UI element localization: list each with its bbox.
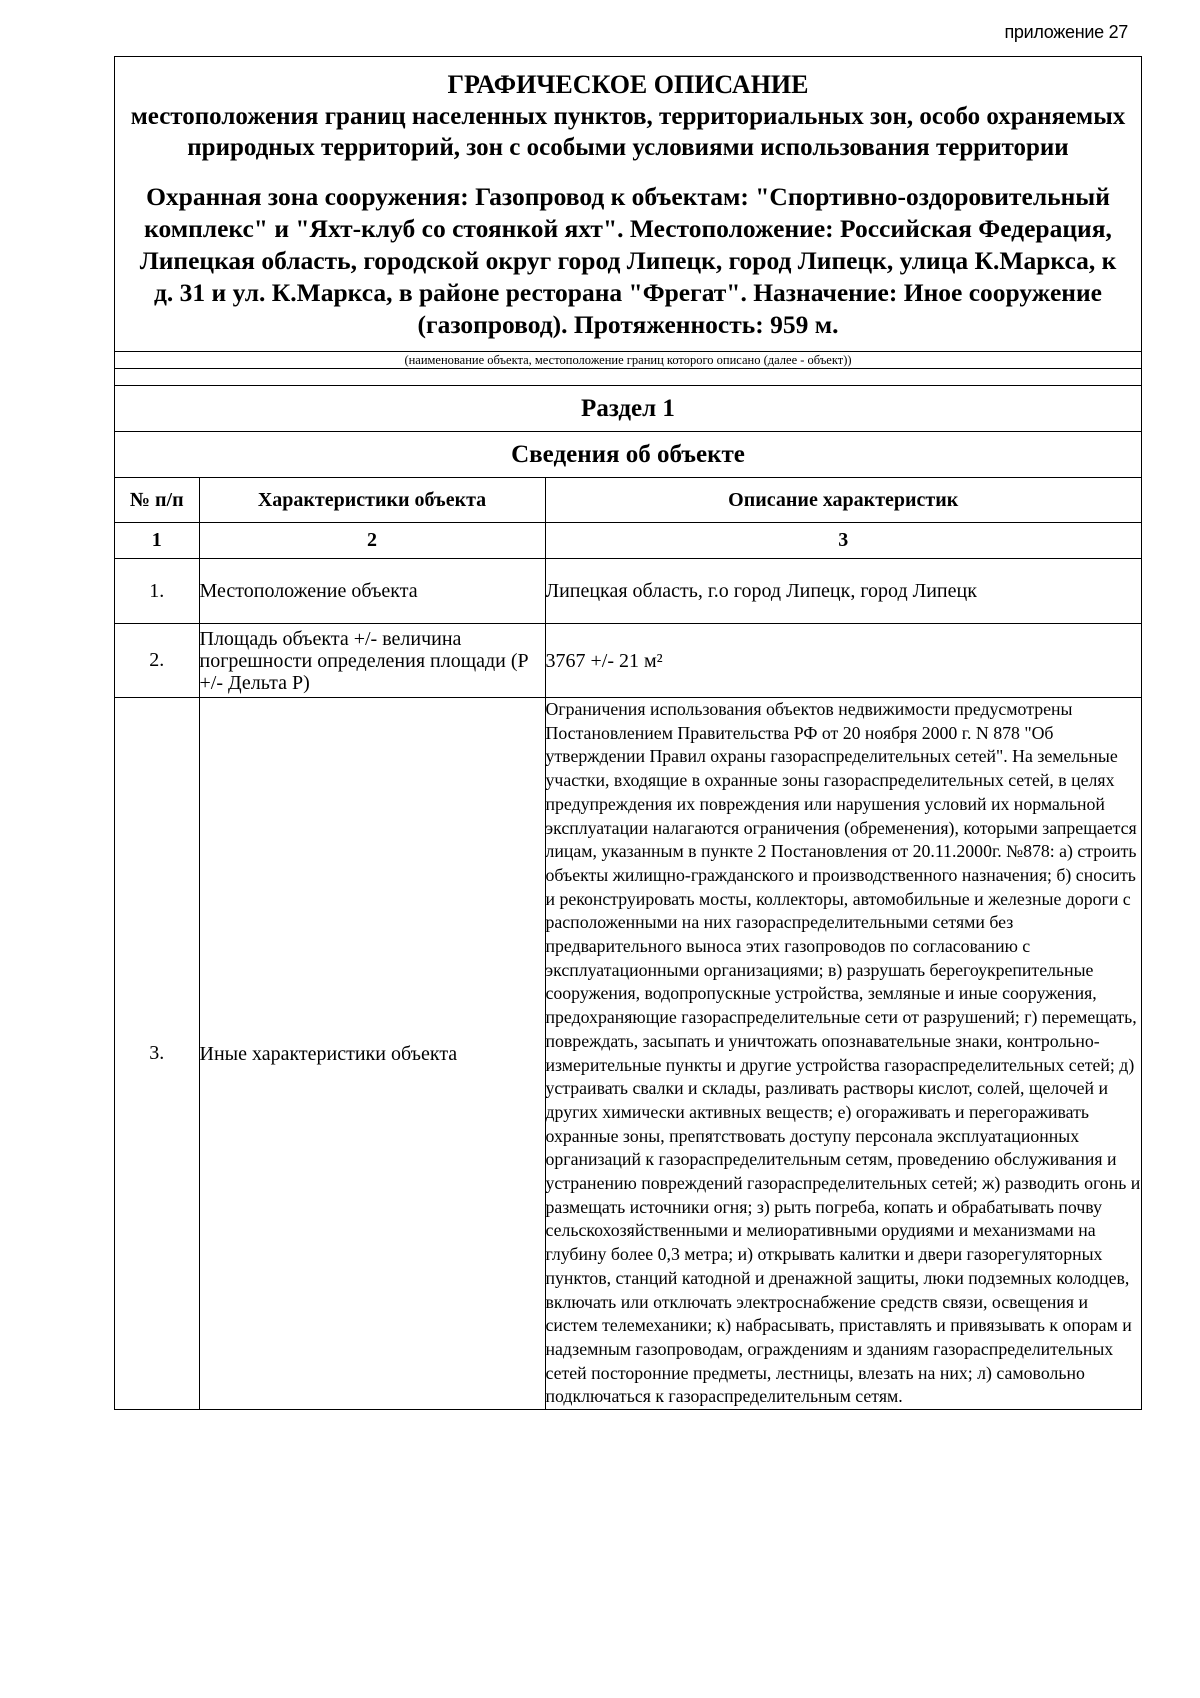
header-characteristic: Характеристики объекта <box>199 478 545 523</box>
section-title: Сведения об объекте <box>115 432 1141 478</box>
row-number: 3. <box>115 698 199 1410</box>
column-number: 1 <box>115 523 199 559</box>
section-number: Раздел 1 <box>115 386 1141 432</box>
row-characteristic: Иные характеристики объекта <box>199 698 545 1410</box>
appendix-label: приложение 27 <box>1004 22 1128 42</box>
header-block <box>115 57 1141 352</box>
table-header-row <box>115 478 1141 523</box>
object-caption: (наименование объекта, местоположение границ которого описано (далее - объект)) <box>115 352 1141 369</box>
header-number: № п/п <box>115 478 199 523</box>
row-description: Липецкая область, г.о город Липецк, город Липецк <box>545 559 1141 624</box>
column-number: 2 <box>199 523 545 559</box>
row-description: Ограничения использования объектов недвижимости предусмотрены Постановлением Правительства РФ от 20 ноября 2000 г. N 878 "Об утверждении Правил охраны газораспределительных сетей". На земельные участки, входящие в охранные зоны газораспределительных сетей, в целях предупреждения их повреждения или нарушения условий их нормальной эксплуатации налагаются ограничения (обременения), которыми запрещается лицам, указанным в пункте 2 Постановления от 20.11.2000г. №878: а) строить объекты жилищно-гражданского и производственного назначения; б) сносить и реконструировать мосты, коллекторы, автомобильные и железные дороги с расположенными на них газораспределительными сетями без предварительного выноса этих газопроводов по согласованию с эксплуатационными организациями; в) разрушать берегоукрепительные сооружения, водопропускные устройства, земляные и иные сооружения, предохраняющие газораспределительные сети от разрушений; г) перемещать, повреждать, засыпать и уничтожать опознавательные знаки, контрольно-измерительные пункты и другие устройства газораспределительных сетей; д) устраивать свалки и склады, разливать растворы кислот, солей, щелочей и других химически активных веществ; е) огораживать и перегораживать охранные зоны, препятствовать доступу персонала эксплуатационных организаций к газораспределительным сетям, проведению обслуживания и устранению повреждений газораспределительных сетей; ж) разводить огонь и размещать источники огня; з) рыть погреба, копать и обрабатывать почву сельскохозяйственными и мелиоративными орудиями и механизмами на глубину более 0,3 метра; и) открывать калитки и двери газорегуляторных пунктов, станций катодной и дренажной защиты, люки подземных колодцев, включать или отключать электроснабжение средств связи, освещения и систем телемеханики; к) набрасывать, приставлять и привязывать к опорам и надземным газопроводам, ограждениям и зданиям газораспределительных сетей посторонние предметы, лестницы, влезать на них; л) самовольно подключаться к газораспределительным сетям. <box>545 699 1141 1407</box>
document-subtitle: местоположения границ населенных пунктов, территориальных зон, особо охраняемых природных территорий, зон с особыми условиями использования территории <box>130 103 1126 161</box>
table-row <box>115 698 1141 1410</box>
row-number: 2. <box>115 624 199 698</box>
header-description: Описание характеристик <box>545 478 1141 523</box>
object-info-table <box>115 478 1141 1409</box>
row-characteristic: Местоположение объекта <box>199 559 545 624</box>
object-name: Охранная зона сооружения: Газопровод к объектам: "Спортивно-оздоровительный комплекс" и "Яхт-клуб со стоянкой яхт". Местоположение: Российская Федерация, Липецкая область, городской округ город Липецк, город Липецк, улица К.Маркса, к д. 31 и ул. К.Маркса, в районе ресторана "Фрегат". Назначение: Иное сооружение (газопровод). Протяженность: 959 м. <box>139 182 1117 339</box>
row-characteristic: Площадь объекта +/- величина погрешности определения площади (Р +/- Дельта Р) <box>199 624 545 698</box>
table-row <box>115 624 1141 698</box>
spacer-row <box>115 369 1141 386</box>
table-row <box>115 559 1141 624</box>
row-description: 3767 +/- 21 м² <box>545 624 1141 698</box>
document-frame <box>114 56 1142 1410</box>
document-title: ГРАФИЧЕСКОЕ ОПИСАНИЕ <box>447 70 809 99</box>
column-number-row <box>115 523 1141 559</box>
column-number: 3 <box>545 523 1141 559</box>
row-number: 1. <box>115 559 199 624</box>
